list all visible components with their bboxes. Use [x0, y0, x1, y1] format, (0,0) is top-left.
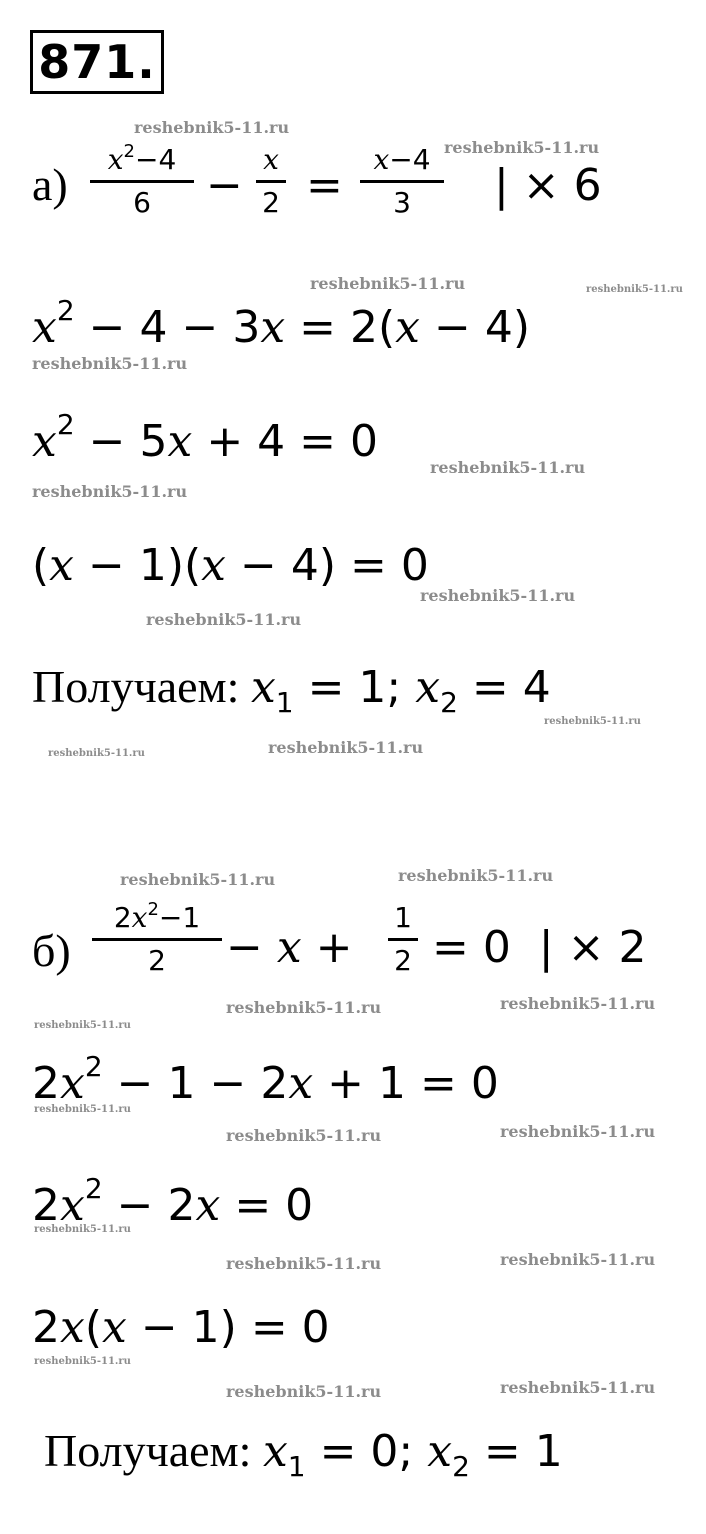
part-a-fraction-1: $x^2-4$ 6: [90, 146, 194, 217]
part-a-line-2: $x^2 - 5x + 4 = 0$: [32, 408, 378, 467]
watermark: reshebnik5-11.ru: [134, 118, 290, 137]
watermark: reshebnik5-11.ru: [34, 1104, 131, 1115]
part-b-fraction-2: 1 2: [388, 904, 418, 975]
part-b-line-1: $2x^2 - 1 - 2x + 1 = 0$: [32, 1050, 499, 1109]
part-b-line-2: $2x^2 - 2x = 0$: [32, 1172, 314, 1231]
part-b-label: б): [32, 925, 71, 976]
watermark: reshebnik5-11.ru: [120, 870, 276, 889]
watermark: reshebnik5-11.ru: [444, 138, 600, 157]
watermark: reshebnik5-11.ru: [226, 998, 382, 1017]
problem-number: 871.: [30, 30, 164, 94]
part-b-result: Получаем: $x_1 = 0$; $x_2 = 1$: [44, 1425, 563, 1483]
watermark: reshebnik5-11.ru: [430, 458, 586, 477]
watermark: reshebnik5-11.ru: [544, 716, 641, 727]
watermark: reshebnik5-11.ru: [586, 284, 683, 295]
watermark: reshebnik5-11.ru: [146, 610, 302, 629]
part-a-multiplier: | × 6: [494, 160, 602, 211]
watermark: reshebnik5-11.ru: [34, 1224, 131, 1235]
watermark: reshebnik5-11.ru: [500, 1378, 656, 1397]
watermark: reshebnik5-11.ru: [226, 1382, 382, 1401]
part-b-line-3: 2x(x − 1) = 0: [32, 1302, 330, 1353]
watermark: reshebnik5-11.ru: [226, 1126, 382, 1145]
watermark: reshebnik5-11.ru: [32, 482, 188, 501]
watermark: reshebnik5-11.ru: [398, 866, 554, 885]
part-a-result: Получаем: $x_1 = 1$; $x_2 = 4$: [32, 661, 551, 719]
watermark: reshebnik5-11.ru: [48, 748, 145, 759]
watermark: reshebnik5-11.ru: [34, 1020, 131, 1031]
part-a-fraction-2: x 2: [256, 146, 286, 217]
watermark: reshebnik5-11.ru: [226, 1254, 382, 1273]
watermark: reshebnik5-11.ru: [310, 274, 466, 293]
watermark: reshebnik5-11.ru: [500, 1250, 656, 1269]
part-a-line-1: $x^2 - 4 - 3x = 2(x - 4)$: [32, 294, 530, 353]
watermark: reshebnik5-11.ru: [500, 1122, 656, 1141]
part-a-fraction-3: x−4 3: [360, 146, 444, 217]
part-a-minus: −: [206, 160, 243, 211]
part-b-tail: = 0 | × 2: [418, 922, 647, 973]
watermark: reshebnik5-11.ru: [500, 994, 656, 1013]
part-b-middle: − x +: [226, 922, 353, 973]
part-a-line-3: (x − 1)(x − 4) = 0: [32, 540, 429, 591]
watermark: reshebnik5-11.ru: [32, 354, 188, 373]
watermark: reshebnik5-11.ru: [34, 1356, 131, 1367]
part-a-label: а): [32, 159, 68, 210]
watermark: reshebnik5-11.ru: [268, 738, 424, 757]
part-a-equals: =: [306, 160, 343, 211]
watermark: reshebnik5-11.ru: [420, 586, 576, 605]
part-b-fraction-1: $2x^2-1$ 2: [92, 904, 222, 975]
